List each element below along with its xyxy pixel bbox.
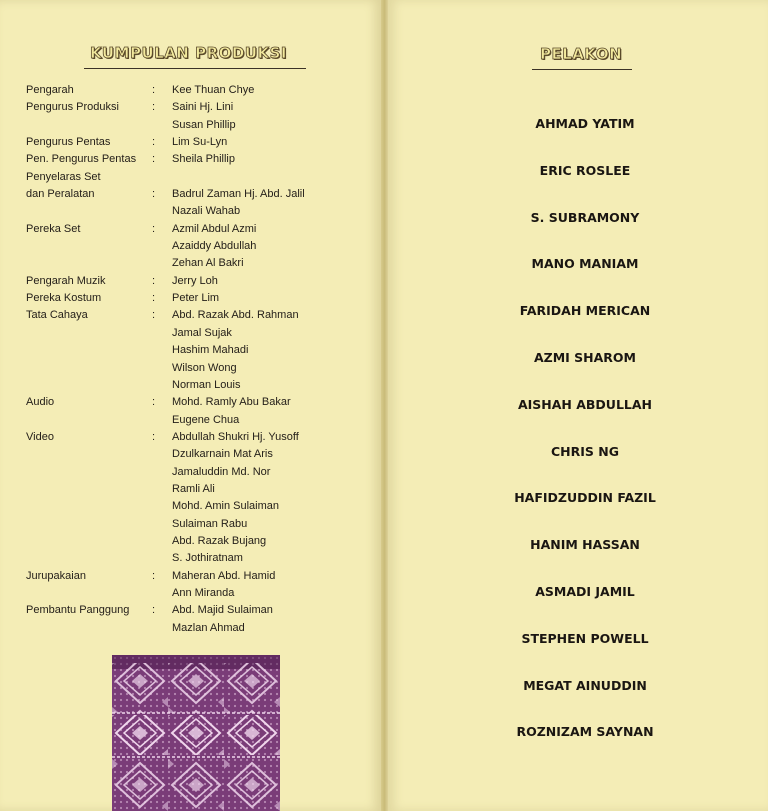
- credit-name: Abd. Razak Abd. Rahman: [172, 309, 299, 322]
- credit-name: Sulaiman Rabu: [172, 517, 248, 530]
- credit-separator: [152, 533, 172, 550]
- credit-name: Maheran Abd. Hamid: [172, 569, 276, 582]
- credit-name: Nazali Wahab: [172, 205, 241, 218]
- credit-row: [26, 99, 356, 116]
- credit-name: Mohd. Ramly Abu Bakar: [172, 396, 291, 409]
- credit-name: Susan Phillip: [172, 118, 236, 131]
- credit-separator: :: [152, 430, 156, 443]
- credit-role: [26, 360, 152, 377]
- credit-row: [26, 412, 356, 429]
- credit-separator: :: [152, 84, 156, 96]
- credit-name: Mohd. Amin Sulaiman: [172, 500, 279, 513]
- credit-separator: :: [152, 569, 156, 582]
- credit-row: [26, 273, 356, 290]
- cast-member: HANIM HASSAN: [530, 537, 640, 553]
- cast-member: AHMAD YATIM: [535, 116, 635, 131]
- credit-separator: [152, 412, 172, 429]
- credit-role: Pembantu Panggung: [26, 604, 130, 617]
- credit-row: [26, 203, 356, 220]
- credit-name: Jamal Sujak: [172, 326, 232, 339]
- credit-name: Zehan Al Bakri: [172, 257, 244, 270]
- credit-row: [26, 290, 356, 307]
- credit-row: [26, 446, 356, 463]
- credit-name: Abd. Razak Bujang: [172, 534, 267, 547]
- credit-separator: [152, 169, 172, 186]
- credit-role: [26, 464, 152, 481]
- credit-role: [26, 117, 152, 134]
- cast-member: ROZNIZAM SAYNAN: [516, 724, 654, 740]
- credit-row: [26, 516, 356, 533]
- credit-row: [26, 481, 356, 498]
- credit-row: [26, 602, 356, 619]
- credit-separator: [152, 585, 172, 602]
- credit-role: [26, 516, 152, 533]
- cast-member: CHRIS NG: [551, 443, 619, 459]
- credit-separator: :: [152, 274, 156, 287]
- credit-separator: :: [152, 396, 156, 409]
- credit-role: [26, 325, 152, 342]
- credit-name: Ramli Ali: [172, 482, 215, 495]
- credit-separator: [152, 620, 172, 637]
- cast-member: HAFIDZUDDIN FAZIL: [514, 490, 656, 506]
- credit-role: Tata Cahaya: [26, 309, 88, 322]
- credit-separator: [152, 464, 172, 481]
- credit-row: [26, 464, 356, 481]
- credit-row: [26, 255, 356, 272]
- credit-name: Kee Thuan Chye: [172, 84, 255, 96]
- credit-role: Pereka Set: [26, 222, 81, 235]
- credit-role: [26, 377, 152, 394]
- credit-row: [26, 186, 356, 203]
- credit-separator: :: [152, 101, 156, 114]
- credit-name: Ann Miranda: [172, 586, 235, 599]
- credit-role: dan Peralatan: [26, 188, 95, 201]
- credit-row: [26, 550, 356, 567]
- credit-name: Hashim Mahadi: [172, 344, 249, 357]
- credit-role: Jurupakaian: [26, 569, 86, 582]
- credit-name: Badrul Zaman Hj. Abd. Jalil: [172, 188, 305, 201]
- credit-row: [26, 307, 356, 324]
- cast-member: AISHAH ABDULLAH: [517, 396, 653, 412]
- credit-name: Azaiddy Abdullah: [172, 240, 257, 253]
- credit-name: Jamaluddin Md. Nor: [172, 465, 271, 478]
- credit-role: Pereka Kostum: [26, 292, 102, 305]
- credit-row: [26, 221, 356, 238]
- credit-name: Wilson Wong: [172, 361, 237, 374]
- credit-separator: [152, 238, 172, 255]
- credit-role: [26, 203, 152, 220]
- credit-separator: [152, 342, 172, 359]
- credit-role: [26, 481, 152, 498]
- credit-separator: :: [152, 188, 156, 201]
- credit-separator: [152, 498, 172, 515]
- credit-row: [26, 169, 356, 186]
- credit-role: [26, 446, 152, 463]
- credit-row: [26, 429, 356, 446]
- credit-role: [26, 498, 152, 515]
- credit-row: [26, 498, 356, 515]
- credit-separator: :: [152, 309, 156, 322]
- cast-list: [470, 105, 700, 760]
- credit-role: Audio: [26, 396, 55, 409]
- credit-role: Pengarah: [26, 84, 74, 96]
- credit-separator: [152, 446, 172, 463]
- credit-role: Video: [26, 430, 54, 443]
- credit-name: Sheila Phillip: [172, 153, 235, 166]
- credit-name: S. Jothiratnam: [172, 552, 243, 565]
- credit-row: [26, 238, 356, 255]
- credit-name: Mazlan Ahmad: [172, 621, 245, 634]
- cast-member: AZMI SHAROM: [533, 349, 636, 365]
- cast-member: MEGAT AINUDDIN: [523, 677, 647, 693]
- credit-role: Pengurus Produksi: [26, 101, 119, 114]
- credit-role: [26, 585, 152, 602]
- credit-name: Saini Hj. Lini: [172, 101, 234, 114]
- credit-row: [26, 342, 356, 359]
- credit-row: [26, 620, 356, 637]
- credit-role: Pengarah Muzik: [26, 274, 106, 287]
- credit-row: [26, 117, 356, 134]
- cast-member: ERIC ROSLEE: [539, 162, 631, 178]
- credit-separator: [152, 117, 172, 134]
- credit-separator: :: [152, 604, 156, 617]
- songket-textile-pattern-icon: [112, 655, 280, 811]
- credits-list: [26, 82, 356, 637]
- credit-role: [26, 412, 152, 429]
- credit-row: [26, 151, 356, 168]
- credit-name: Abdullah Shukri Hj. Yusoff: [172, 430, 299, 443]
- credit-name: [172, 169, 356, 186]
- credit-separator: [152, 255, 172, 272]
- credit-separator: :: [152, 222, 156, 235]
- credit-name: Eugene Chua: [172, 413, 240, 426]
- credit-name: Dzulkarnain Mat Aris: [172, 448, 273, 461]
- credit-name: Lim Su-Lyn: [172, 136, 228, 149]
- credit-role: [26, 550, 152, 567]
- songket-textile-image: [112, 655, 280, 811]
- credit-name: Abd. Majid Sulaiman: [172, 604, 273, 617]
- credit-separator: [152, 325, 172, 342]
- credit-separator: [152, 516, 172, 533]
- credit-row: [26, 585, 356, 602]
- credit-name: Peter Lim: [172, 292, 220, 305]
- credit-row: [26, 394, 356, 411]
- cast-member: FARIDAH MERICAN: [519, 303, 651, 319]
- cast-member: S. SUBRAMONY: [530, 209, 640, 225]
- credit-row: [26, 568, 356, 585]
- credit-row: [26, 325, 356, 342]
- credit-role: Pen. Pengurus Pentas: [26, 153, 137, 166]
- credit-separator: :: [152, 136, 156, 149]
- credit-separator: [152, 203, 172, 220]
- cast-member: STEPHEN POWELL: [521, 630, 649, 646]
- cast-title-underline: [532, 69, 632, 70]
- production-crew-title: KUMPULAN PRODUKSI: [90, 44, 288, 62]
- credit-role: Penyelaras Set: [26, 170, 101, 183]
- credit-name: Azmil Abdul Azmi: [172, 222, 257, 235]
- credit-separator: [152, 550, 172, 567]
- credit-name: Norman Louis: [172, 378, 241, 391]
- credit-role: [26, 342, 152, 359]
- credit-role: Pengurus Pentas: [26, 136, 111, 149]
- credit-row: [26, 82, 356, 99]
- credit-row: [26, 533, 356, 550]
- cast-member: ASMADI JAMIL: [535, 583, 635, 599]
- credit-role: [26, 620, 152, 637]
- cast-member: MANO MANIAM: [531, 256, 639, 272]
- credit-separator: [152, 360, 172, 377]
- credit-separator: [152, 377, 172, 394]
- credit-role: [26, 533, 152, 550]
- credit-separator: :: [152, 292, 156, 305]
- credit-separator: :: [152, 153, 156, 166]
- credit-role: [26, 255, 152, 272]
- cast-title: PELAKON: [540, 45, 623, 63]
- credit-row: [26, 360, 356, 377]
- credit-separator: [152, 481, 172, 498]
- page-fold: [381, 0, 388, 811]
- credit-role: [26, 238, 152, 255]
- credit-row: [26, 134, 356, 151]
- credit-row: [26, 377, 356, 394]
- production-crew-title-underline: [84, 68, 306, 69]
- credit-name: Jerry Loh: [172, 274, 218, 287]
